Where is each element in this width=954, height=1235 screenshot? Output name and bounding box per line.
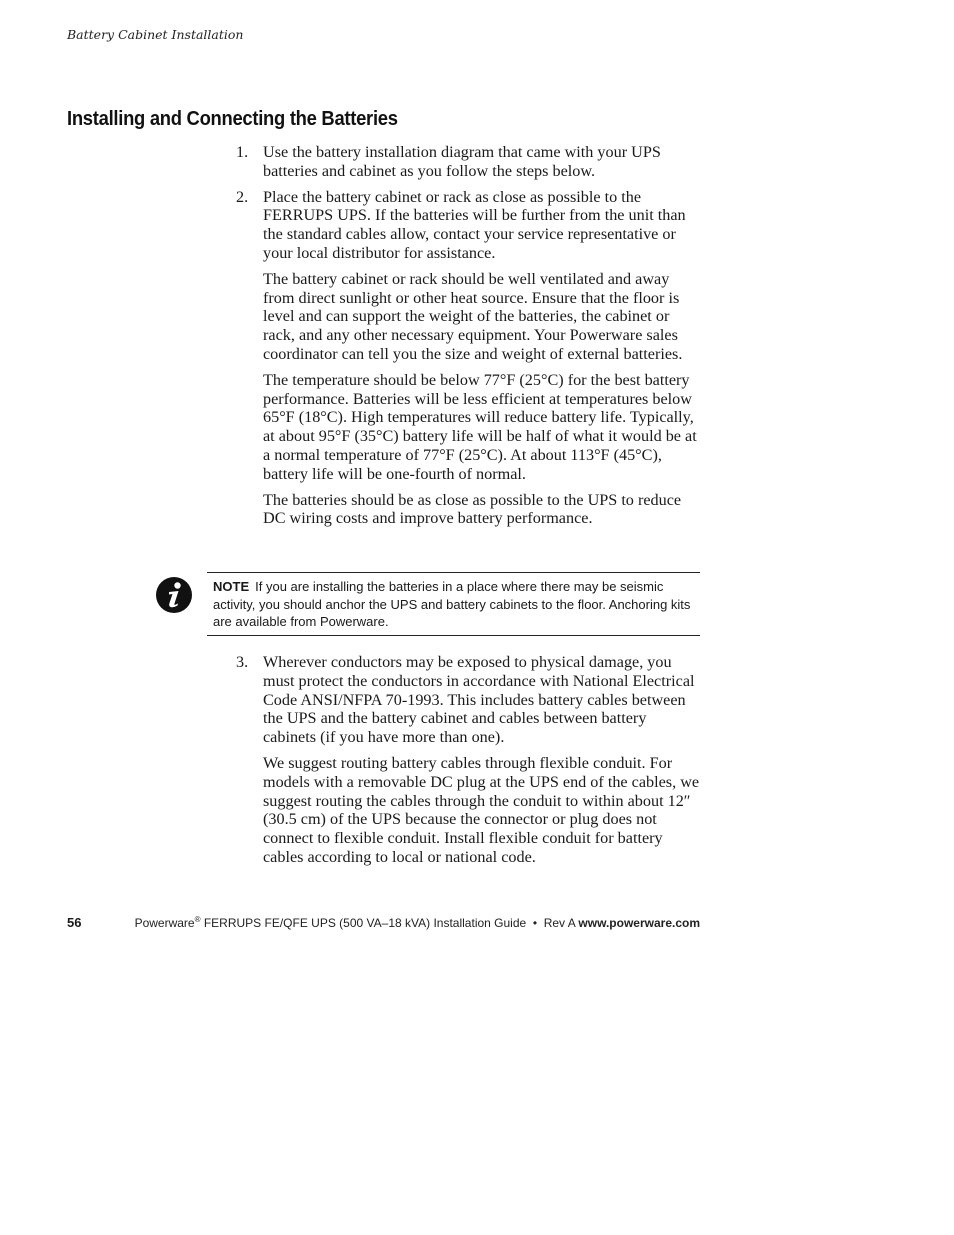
step-number: 2. <box>236 187 249 206</box>
section-title: Installing and Connecting the Batteries <box>67 108 398 130</box>
info-icon <box>155 576 193 614</box>
note-label: NOTE <box>213 579 250 594</box>
running-header: Battery Cabinet Installation <box>67 27 244 42</box>
footer-guide-title: FERRUPS FE/QFE UPS (500 VA–18 kVA) Installation Guide • Rev A <box>200 916 579 930</box>
note-box <box>207 572 700 636</box>
temperature-paragraph: The temperature should be below 77°F (25°C) for the best battery performance. Batteries will be less efficient at temperatures below 65°F (18°C). High temperatures will reduce battery life. Typically, at about 95°F (35°C) battery life will be half of what it would be at a normal temperature of 77°F (25°C). At about 113°F (45°C), battery life will be one-fourth of normal. <box>263 370 697 483</box>
step-text: Wherever conductors may be exposed to physical damage, you must protect the conductors in accordance with National Electrical Code ANSI/NFPA 70-1993. This includes battery cables between the UPS and the battery cabinet and cables between battery cabinets (if you have more than one). <box>263 653 695 747</box>
conduit-paragraph: We suggest routing battery cables through flexible conduit. For models with a removable DC plug at the UPS end of the cables, we suggest routing the cables through the conduit to within about 12″ (30.5 cm) of the UPS because the connector or plug does not connect to flexible conduit. Install flexible conduit for battery cables according to local or national code. <box>263 753 700 866</box>
step-text: Use the battery installation diagram that came with your UPS batteries and cabinet as you follow the steps below. <box>263 143 661 180</box>
footer-url[interactable]: www.powerware.com <box>578 916 700 930</box>
distance-paragraph: The batteries should be as close as possible to the UPS to reduce DC wiring costs and improve battery performance. <box>263 490 682 528</box>
footer-brand: Powerware <box>134 916 195 930</box>
steps-part-1 <box>236 143 702 535</box>
page-number: 56 <box>67 915 82 930</box>
footer-text <box>135 915 700 930</box>
steps-part-2 <box>236 653 702 874</box>
ventilation-paragraph: The battery cabinet or rack should be well ventilated and away from direct sunlight or other heat source. Ensure that the floor is level and can support the weight of the batteries, the cabinet or rack, and any other necessary equipment. Your Powerware sales coordinator can tell you the size and weight of external batteries. <box>263 269 683 363</box>
step-2 <box>236 188 702 263</box>
note-text: If you are installing the batteries in a place where there may be seismic activity, you should anchor the UPS and battery cabinets to the floor. Anchoring kits are available from Powerware. <box>213 579 691 629</box>
step-text: Place the battery cabinet or rack as close as possible to the FERRUPS UPS. If the batteries will be further from the unit than the standard cables allow, contact your service representative or your local distributor for assistance. <box>263 187 686 262</box>
step-3 <box>236 653 702 747</box>
step-number: 1. <box>236 143 249 161</box>
step-number: 3. <box>236 653 249 671</box>
step-1 <box>236 143 702 181</box>
registered-mark: ® <box>194 915 201 924</box>
